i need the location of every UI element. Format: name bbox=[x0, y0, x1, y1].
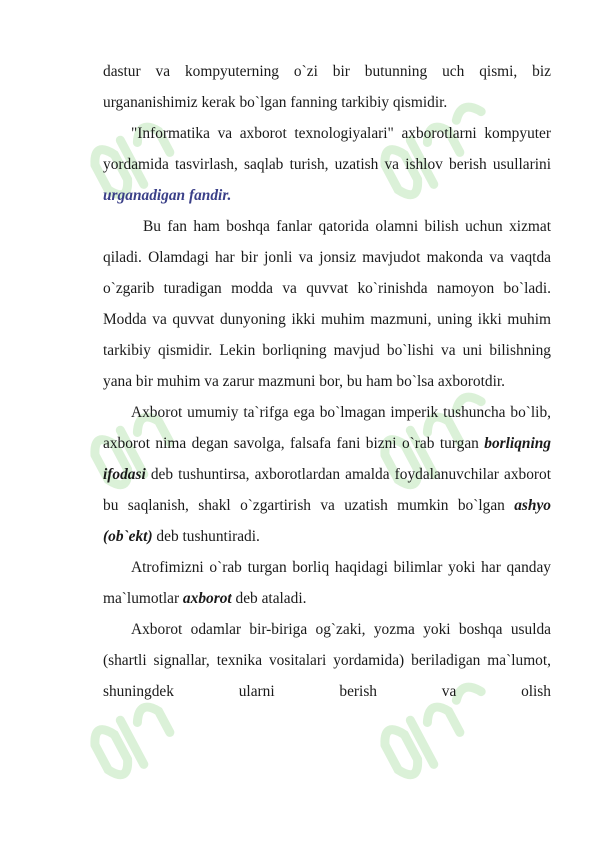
paragraph-6 bbox=[103, 614, 551, 707]
paragraph-1-text: dastur va kompyuterning o`zi bir butunning uch qismi, biz urgananishimiz kerak bo`lgan fanning tarkibiy qismidir. bbox=[103, 63, 551, 111]
paragraph-5-text-a: Atrofimizni o`rab turgan borliq haqidagi bilimlar yoki har qanday ma`lumotlar bbox=[103, 559, 551, 607]
paragraph-2 bbox=[103, 118, 551, 211]
paragraph-4-text-c: deb tushuntiradi. bbox=[152, 528, 260, 545]
paragraph-4-text-b: deb tushuntirsa, axborotlardan amalda foydalanuvchilar axborot bu saqlanish, shakl o`zgartirish va uzatish mumkin bo`lgan bbox=[103, 466, 551, 514]
paragraph-1 bbox=[103, 56, 551, 118]
paragraph-3-text: Bu fan ham boshqa fanlar qatorida olamni bilish uchun xizmat qiladi. Olamdagi har bir jonli va jonsiz mavjudot makonda va vaqtda o`zgarib turadigan modda va quvvat ko`rinishda namoyon bo`ladi. Modda va quvvat dunyoning ikki muhim mazmuni, uning ikki muhim tarkibiy qismidir. Lekin borliqning mavjud bo`lishi va uni bilishning yana bir muhim va zarur mazmuni bor, bu ham bo`lsa axborotdir. bbox=[103, 218, 551, 390]
paragraph-5-text-b: deb ataladi. bbox=[231, 590, 307, 607]
document-page bbox=[103, 56, 551, 707]
paragraph-2-text: "Informatika va axborot texnologiyalari" axborotlarni kompyuter yordamida tasvirlash, saqlab turish, uzatish va ishlov berish usullarini bbox=[103, 125, 551, 173]
emphasis-axborot: axborot bbox=[182, 590, 232, 607]
emphasis-urganadigan-fandir: urganadigan fandir. bbox=[103, 187, 232, 204]
emphasis-borliqning-ifodasi: borliqning ifodasi bbox=[103, 435, 551, 483]
paragraph-6-text: Axborot odamlar bir-biriga og`zaki, yozma yoki boshqa usulda (shartli signallar, texnika vositalari yordamida) beriladigan ma`lumot, shuningdek ularni berish va olish bbox=[103, 621, 551, 700]
paragraph-4 bbox=[103, 397, 551, 552]
paragraph-3 bbox=[103, 211, 551, 397]
emphasis-ashyo-obekt: ashyo (ob`ekt) bbox=[103, 497, 551, 545]
paragraph-5 bbox=[103, 552, 551, 614]
paragraph-4-text-a: Axborot umumiy ta`rifga ega bo`lmagan imperik tushuncha bo`lib, axborot nima degan savolga, falsafa fani bizni o`rab turgan bbox=[103, 404, 551, 452]
